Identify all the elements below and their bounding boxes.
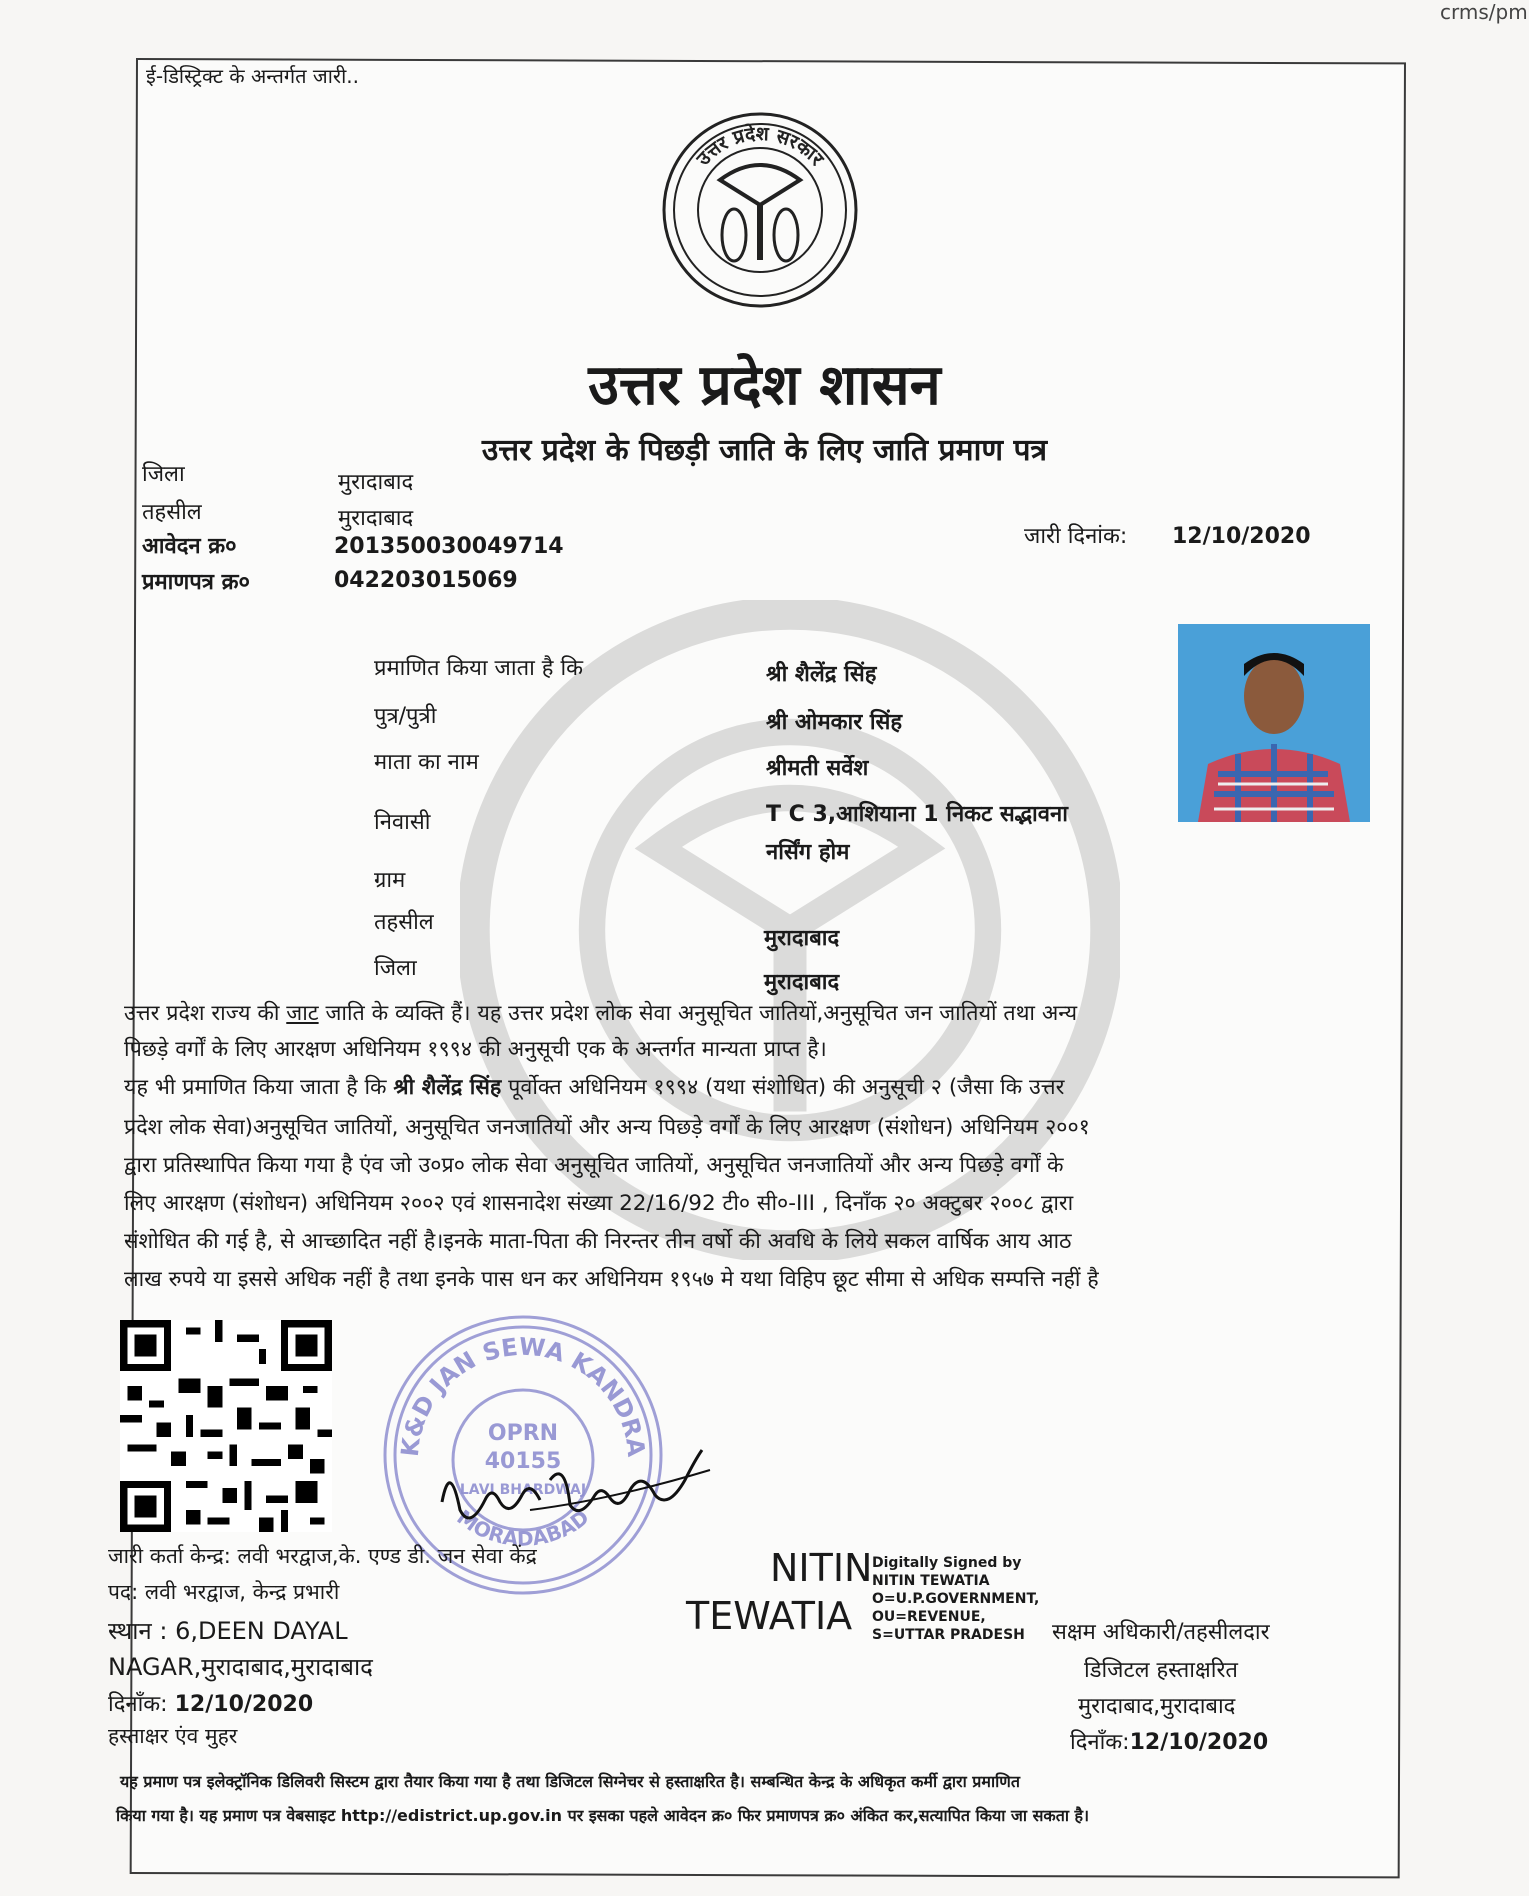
corner-text: crms/pm — [1440, 0, 1528, 24]
authority-date-label: दिनाँक: — [1070, 1730, 1130, 1755]
mother-name: श्रीमती सर्वेश — [766, 756, 869, 781]
paragraph-1-line-2: पिछड़े वर्गों के लिए आरक्षण अधिनियम १९९४ की अनुसूची एक के अन्तर्गत मान्यता प्राप्त है। — [124, 1037, 827, 1062]
p2-rest: पूर्वोक्त अधिनियम १९९४ (यथा संशोधित) की अनुसूची २ (जैसा कि उत्तर — [508, 1075, 1065, 1100]
mother-label: माता का नाम — [374, 750, 479, 775]
stamp-oprn: OPRN — [487, 1421, 559, 1446]
issue-date-value: 12/10/2020 — [1172, 524, 1311, 549]
stamp-bottom-text: MORADABAD — [452, 1504, 594, 1551]
qr-code — [120, 1320, 332, 1532]
application-number: 201350030049714 — [334, 534, 564, 559]
applicant-photo — [1178, 624, 1370, 822]
details-district-value: मुरादाबाद — [764, 970, 840, 995]
ds-line-5: S=UTTAR PRADESH — [872, 1627, 1025, 1643]
authority-date — [1070, 1726, 1268, 1756]
footer-line-2: किया गया है। यह प्रमाण पत्र वेबसाइट http://edistrict.up.gov.in पर इसका पहले आवेदन क्र० फिर प्रमाणपत्र क्र० अंकित कर,सत्यापित किया जा सकता है। — [116, 1806, 1090, 1825]
details-tahsil-value: मुरादाबाद — [764, 926, 840, 951]
tahsil-value: मुरादाबाद — [338, 506, 414, 531]
stamp-number: 40155 — [484, 1449, 562, 1474]
emblem-text: उत्तर प्रदेश सरकार — [692, 122, 828, 170]
authority-place: मुरादाबाद,मुरादाबाद — [1078, 1694, 1236, 1719]
ds-line-3: O=U.P.GOVERNMENT, — [872, 1591, 1040, 1607]
p2-name: श्री शैलेंद्र सिंह — [393, 1075, 502, 1100]
address-line-1: T C 3,आशियाना 1 निकट सद्भावना — [766, 802, 1068, 827]
p1-rest: जाति के व्यक्ति हैं। यह उत्तर प्रदेश लोक सेवा अनुसूचित जातियों,अनुसूचित जन जातियों तथा अन्य — [325, 1001, 1078, 1026]
applicant-name: श्री शैलेंद्र सिंह — [766, 662, 877, 687]
authority-title: सक्षम अधिकारी/तहसीलदार — [1052, 1620, 1270, 1645]
stamp-name: LAVI BHARDWAJ — [459, 1482, 587, 1498]
ds-line-4: OU=REVENUE, — [872, 1609, 986, 1625]
district-label: जिला — [142, 462, 185, 487]
digital-sign-name-1: NITIN — [770, 1546, 873, 1590]
stamp-ring-text: K&D JAN SEWA KANDRA — [395, 1332, 651, 1459]
authority-date-value: 12/10/2020 — [1129, 1730, 1269, 1755]
district-value: मुरादाबाद — [338, 470, 414, 495]
issuer-date-value: 12/10/2020 — [174, 1692, 314, 1717]
issuer-sign-note: हस्ताक्षर एंव मुहर — [108, 1724, 238, 1748]
details-district-label: जिला — [374, 956, 417, 981]
certificate-number: 042203015069 — [334, 568, 518, 593]
certificate-title: उत्तर प्रदेश शासन — [588, 353, 941, 418]
p2-prefix: यह भी प्रमाणित किया जाता है कि — [124, 1075, 387, 1100]
paragraph-2-line-5: संशोधित की गई है, से आच्छादित नहीं है।इनके माता-पिता की निरन्तर तीन वर्षो की अवधि के लिये सकल वार्षिक आय आठ — [124, 1229, 1072, 1254]
paragraph-1-line-1 — [124, 996, 1364, 1032]
paragraph-2-line-2: प्रदेश लोक सेवा)अनुसूचित जातियों, अनुसूचित जनजातियों और अन्य पिछड़े वर्गों के लिए आरक्षण (संशोधन) अधिनियम २००१ — [124, 1115, 1090, 1140]
father-name: श्री ओमकार सिंह — [766, 710, 903, 735]
village-label: ग्राम — [374, 868, 406, 893]
authority-digital: डिजिटल हस्ताक्षरित — [1084, 1658, 1238, 1683]
digital-sign-details — [872, 1554, 1039, 1644]
issuer-date-label: दिनाँक: — [108, 1692, 168, 1717]
details-tahsil-label: तहसील — [374, 910, 434, 935]
issuer-center: जारी कर्ता केन्द्र: लवी भरद्वाज,के. एण्ड डी. जन सेवा केंद्र — [108, 1544, 537, 1568]
issuer-date — [108, 1688, 313, 1718]
p1-prefix: उत्तर प्रदेश राज्य की — [124, 1001, 280, 1026]
ds-line-1: Digitally Signed by — [872, 1555, 1022, 1571]
paragraph-2-line-6: लाख रुपये या इससे अधिक नहीं है तथा इनके पास धन कर अधिनियम १९५७ मे यथा विहिप छूट सीमा से अधिक सम्पत्ति नहीं है — [124, 1267, 1099, 1292]
issuer-place-1: स्थान : 6,DEEN DAYAL — [108, 1617, 348, 1645]
certificate-number-label: प्रमाणपत्र क्र० — [142, 570, 250, 595]
certify-label: प्रमाणित किया जाता है कि — [374, 656, 584, 681]
ds-line-2: NITIN TEWATIA — [872, 1573, 990, 1589]
son-of-label: पुत्र/पुत्री — [374, 704, 437, 729]
signature — [430, 1440, 730, 1540]
tahsil-label: तहसील — [142, 500, 202, 525]
caste-name: जाट — [286, 1001, 319, 1026]
issue-date-label: जारी दिनांक: — [1024, 524, 1128, 549]
resident-label: निवासी — [374, 810, 431, 835]
address-line-2: नर्सिंग होम — [766, 840, 850, 865]
issuer-place-2: NAGAR,मुरादाबाद,मुरादाबाद — [108, 1653, 373, 1681]
up-emblem — [660, 110, 860, 310]
paragraph-2-line-4: लिए आरक्षण (संशोधन) अधिनियम २००२ एवं शासनादेश संख्या 22/16/92 टी० सी०-III , दिनाँक २० अक्टुबर २००८ द्वारा — [124, 1191, 1074, 1216]
issuer-designation: पद: लवी भरद्वाज, केन्द्र प्रभारी — [108, 1580, 340, 1604]
paragraph-2-line-1 — [124, 1070, 1364, 1106]
application-label: आवेदन क्र० — [142, 534, 237, 559]
certificate-subtitle: उत्तर प्रदेश के पिछड़ी जाति के लिए जाति प्रमाण पत्र — [481, 433, 1048, 468]
digital-sign-name-2: TEWATIA — [686, 1594, 853, 1638]
footer-line-1: यह प्रमाण पत्र इलेक्ट्रॉनिक डिलिवरी सिस्टम द्वारा तैयार किया गया है तथा डिजिटल सिग्नेचर से हस्ताक्षरित है। सम्बन्धित केन्द्र के अधिकृत कर्मी द्वारा प्रमाणित — [120, 1772, 1020, 1791]
paragraph-2-line-3: द्वारा प्रतिस्थापित किया गया है एंव जो उ०प्र० लोक सेवा अनुसूचित जातियों, अनुसूचित जनजातियों और अन्य पिछड़े वर्गों के — [124, 1153, 1064, 1178]
top-note: ई-डिस्ट्रिक्ट के अन्तर्गत जारी.. — [146, 64, 359, 88]
